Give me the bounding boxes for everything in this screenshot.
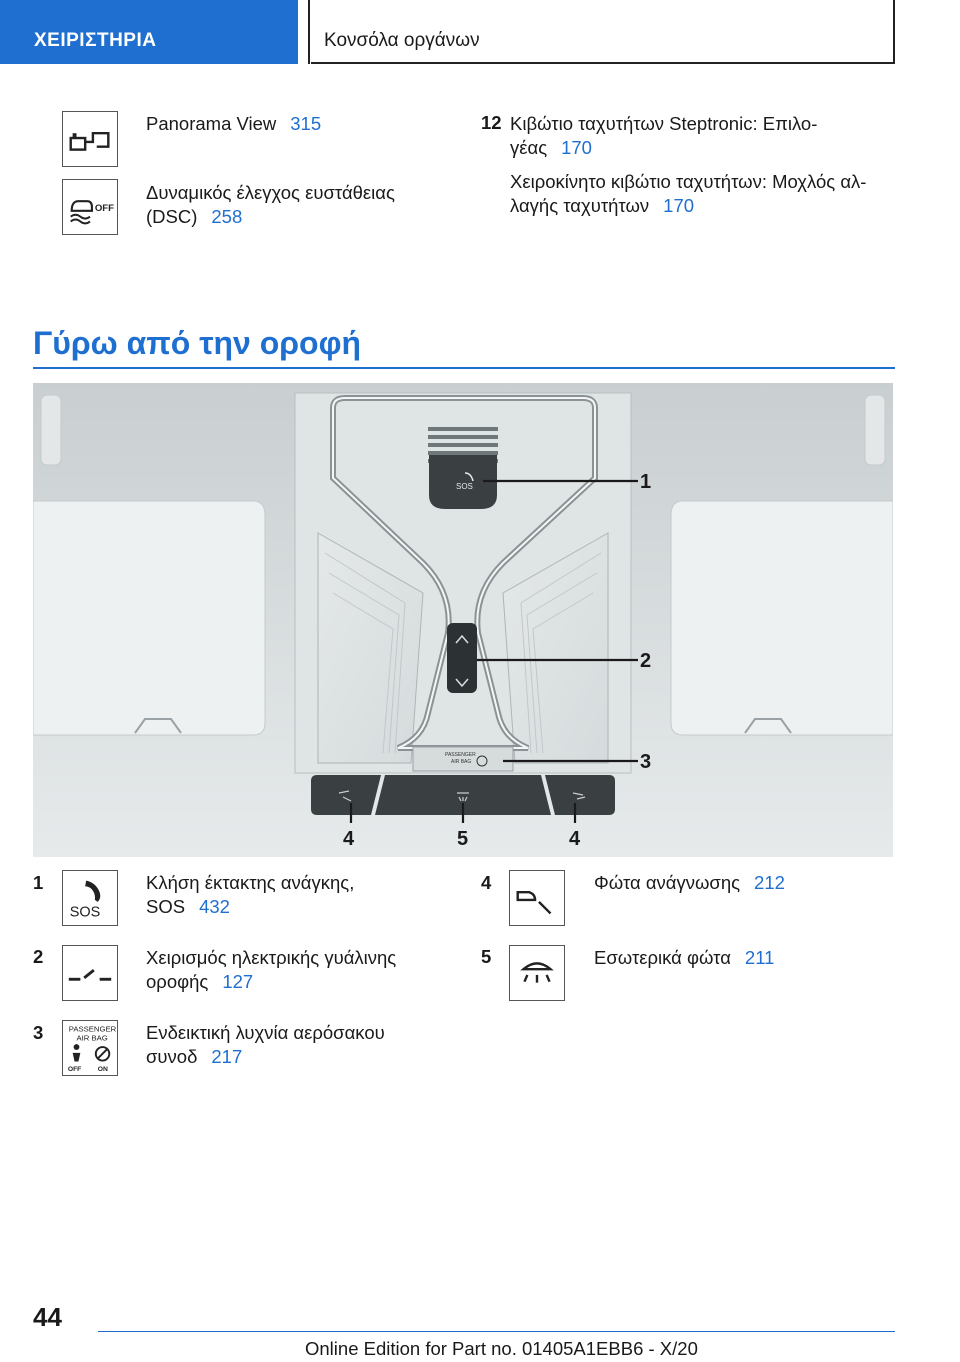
callout-5: 5	[457, 828, 469, 850]
interior-light-icon	[509, 945, 565, 1001]
callout-1: 1	[640, 471, 652, 493]
page-ref-link[interactable]: 212	[754, 872, 785, 893]
dsc-off-icon	[62, 179, 118, 235]
callout-4-left: 4	[343, 828, 355, 850]
legend-number: 3	[33, 1022, 44, 1043]
header-chapter-label: Κονσόλα οργάνων	[324, 30, 480, 51]
item-number: 12	[481, 112, 502, 133]
airbag-label-line2: συνοδ	[146, 1046, 198, 1067]
header-section-tab	[0, 0, 298, 64]
sos-call-icon	[62, 870, 118, 926]
svg-text:AIR BAG: AIR BAG	[76, 1033, 108, 1043]
page-ref-link[interactable]: 315	[290, 113, 322, 134]
sos-label-line2: SOS	[146, 896, 186, 917]
reading-light-icon	[509, 870, 565, 926]
svg-text:SOS: SOS	[69, 904, 101, 921]
manual-gearbox-entry	[510, 170, 866, 218]
header-section-label: ΧΕΙΡΙΣΤΗΡΙΑ	[34, 30, 157, 51]
page-ref-link[interactable]: 127	[222, 971, 254, 992]
manual-gearbox-line1: Χειροκίνητο κιβώτιο ταχυτήτων: Μοχλός αλ-	[510, 171, 867, 192]
legend-number: 2	[33, 946, 44, 967]
airbag-entry	[146, 1021, 385, 1069]
page-ref-link[interactable]: 258	[211, 206, 243, 227]
dsc-label-line1: Δυναμικός έλεγχος ευστάθειας	[146, 182, 395, 203]
dsc-entry	[146, 181, 395, 229]
svg-text:SOS: SOS	[456, 482, 473, 491]
section-divider	[33, 367, 895, 369]
steptronic-line1: Κιβώτιο ταχυτήτων Steptronic: Επιλο-	[510, 113, 818, 134]
passenger-airbag-icon	[62, 1020, 118, 1076]
sunroof-label-line1: Χειρισμός ηλεκτρικής γυάλινης	[146, 947, 397, 968]
sunroof-icon	[62, 945, 118, 1001]
roof-console-figure	[33, 383, 893, 857]
callout-3: 3	[640, 751, 652, 773]
legend-number: 4	[481, 872, 492, 893]
manual-gearbox-line2: λαγής ταχυτήτων	[510, 195, 650, 216]
svg-text:AIR BAG: AIR BAG	[451, 759, 472, 765]
panorama-view-label: Panorama View	[146, 113, 277, 134]
page-ref-link[interactable]: 432	[199, 896, 230, 917]
reading-light-entry	[594, 871, 785, 895]
sos-label-line1: Κλήση έκτακτης ανάγκης,	[146, 872, 355, 893]
section-title: Γύρω από την οροφή	[33, 325, 362, 361]
dsc-label-line2: (DSC)	[146, 206, 198, 227]
page-number: 44	[33, 1302, 62, 1332]
svg-text:PASSENGER: PASSENGER	[445, 752, 476, 758]
reading-light-label: Φώτα ανάγνωσης	[594, 872, 741, 893]
interior-light-label: Εσωτερικά φώτα	[594, 947, 731, 968]
panorama-view-entry	[146, 112, 321, 136]
header-chapter-tab	[311, 0, 895, 64]
airbag-label-line1: Ενδεικτική λυχνία αερόσακου	[146, 1022, 385, 1043]
callout-4-right: 4	[569, 828, 581, 850]
sunroof-label-line2: οροφής	[146, 971, 209, 992]
footer-divider	[98, 1331, 895, 1332]
footer-edition: Online Edition for Part no. 01405A1EBB6 - X/20	[305, 1338, 698, 1359]
interior-light-entry	[594, 946, 774, 970]
steptronic-line2: γέας	[510, 137, 548, 158]
legend-number: 1	[33, 872, 44, 893]
page-ref-link[interactable]: 217	[211, 1046, 243, 1067]
page-ref-link[interactable]: 211	[744, 947, 775, 968]
svg-text:PASSENGER: PASSENGER	[68, 1024, 117, 1034]
svg-text:OFF: OFF	[94, 202, 115, 214]
page-ref-link[interactable]: 170	[561, 137, 592, 158]
callout-2: 2	[640, 650, 652, 672]
steptronic-entry	[510, 112, 817, 160]
panorama-view-icon	[62, 111, 118, 167]
svg-text:OFF: OFF	[67, 1066, 82, 1074]
legend-number: 5	[481, 946, 492, 967]
page-ref-link[interactable]: 170	[663, 195, 695, 216]
sunroof-entry	[146, 946, 396, 994]
sos-entry	[146, 871, 354, 919]
svg-text:ON: ON	[97, 1066, 108, 1074]
